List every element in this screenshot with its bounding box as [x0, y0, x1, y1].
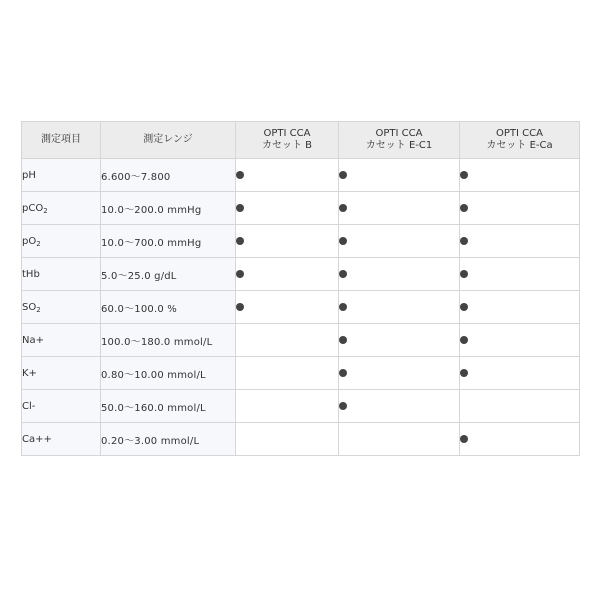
measurement-range-cell: 10.0〜200.0 mmHg	[101, 192, 236, 225]
header-cassette-line1: OPTI CCA	[375, 128, 423, 139]
cassette-support-cell	[339, 159, 460, 192]
cassette-support-cell	[236, 324, 339, 357]
cassette-support-cell	[339, 423, 460, 456]
supported-dot-icon	[339, 303, 347, 311]
header-cassette-line1: OPTI CCA	[263, 128, 311, 139]
measurement-item-cell	[22, 258, 101, 291]
cassette-support-cell	[460, 159, 580, 192]
header-row	[22, 122, 580, 159]
header-cassette-b	[236, 122, 339, 159]
supported-dot-icon	[460, 270, 468, 278]
measurement-item-label: Na+	[22, 334, 44, 346]
cassette-support-cell	[339, 225, 460, 258]
supported-dot-icon	[339, 369, 347, 377]
header-cassette-line1: OPTI CCA	[496, 128, 543, 139]
cassette-support-cell	[236, 357, 339, 390]
measurement-range-cell: 60.0〜100.0 %	[101, 291, 236, 324]
measurement-item-label: K+	[22, 367, 37, 379]
cassette-support-cell	[460, 423, 580, 456]
cassette-support-cell	[460, 324, 580, 357]
supported-dot-icon	[460, 336, 468, 344]
supported-dot-icon	[460, 171, 468, 179]
cassette-support-cell	[460, 357, 580, 390]
table-row	[22, 225, 580, 258]
header-cassette-line2: カセット E-C1	[365, 140, 433, 151]
header-cassette-e-ca	[460, 122, 580, 159]
cassette-support-cell	[339, 258, 460, 291]
measurement-item-cell	[22, 324, 101, 357]
cassette-support-cell	[236, 225, 339, 258]
supported-dot-icon	[339, 336, 347, 344]
cassette-support-cell	[339, 390, 460, 423]
table-row	[22, 357, 580, 390]
measurement-range-cell: 10.0〜700.0 mmHg	[101, 225, 236, 258]
measurement-item-label: tHb	[22, 268, 40, 280]
measurement-range-cell: 6.600〜7.800	[101, 159, 236, 192]
table-row	[22, 159, 580, 192]
measurement-range-cell: 0.20〜3.00 mmol/L	[101, 423, 236, 456]
measurement-item-cell	[22, 357, 101, 390]
table-row	[22, 423, 580, 456]
cassette-support-cell	[460, 390, 580, 423]
supported-dot-icon	[236, 171, 244, 179]
supported-dot-icon	[460, 204, 468, 212]
measurement-spec-table	[21, 121, 580, 456]
supported-dot-icon	[460, 237, 468, 245]
measurement-range-cell: 100.0〜180.0 mmol/L	[101, 324, 236, 357]
header-range-label: 測定レンジ	[143, 134, 193, 145]
measurement-item-subscript: 2	[43, 206, 48, 215]
header-cassette-e-c1	[339, 122, 460, 159]
measurement-item-label: Ca++	[22, 433, 52, 445]
cassette-support-cell	[236, 258, 339, 291]
measurement-item-subscript: 2	[36, 239, 41, 248]
cassette-support-cell	[236, 291, 339, 324]
measurement-range-cell: 0.80〜10.00 mmol/L	[101, 357, 236, 390]
measurement-item-label: pCO	[22, 202, 44, 214]
cassette-support-cell	[339, 291, 460, 324]
cassette-support-cell	[460, 225, 580, 258]
supported-dot-icon	[236, 204, 244, 212]
cassette-support-cell	[236, 192, 339, 225]
header-cassette-line2: カセット E-Ca	[486, 140, 553, 151]
measurement-item-subscript: 2	[36, 305, 41, 314]
cassette-support-cell	[460, 291, 580, 324]
supported-dot-icon	[339, 402, 347, 410]
cassette-support-cell	[339, 324, 460, 357]
supported-dot-icon	[236, 303, 244, 311]
measurement-range-cell: 50.0〜160.0 mmol/L	[101, 390, 236, 423]
table-row	[22, 192, 580, 225]
header-cassette-line2: カセット B	[261, 140, 313, 151]
supported-dot-icon	[236, 237, 244, 245]
supported-dot-icon	[339, 237, 347, 245]
cassette-support-cell	[339, 192, 460, 225]
measurement-item-cell	[22, 390, 101, 423]
measurement-item-cell	[22, 159, 101, 192]
supported-dot-icon	[339, 204, 347, 212]
measurement-item-label: SO	[22, 301, 37, 313]
header-measurement-item	[22, 122, 101, 159]
measurement-item-label: pO	[22, 235, 37, 247]
table-row	[22, 390, 580, 423]
measurement-range-cell: 5.0〜25.0 g/dL	[101, 258, 236, 291]
table-body	[22, 159, 580, 456]
supported-dot-icon	[236, 270, 244, 278]
cassette-support-cell	[236, 423, 339, 456]
supported-dot-icon	[339, 270, 347, 278]
measurement-item-cell	[22, 192, 101, 225]
table-row	[22, 291, 580, 324]
header-measurement-range	[101, 122, 236, 159]
measurement-item-cell	[22, 225, 101, 258]
supported-dot-icon	[460, 435, 468, 443]
cassette-support-cell	[236, 390, 339, 423]
measurement-item-cell	[22, 423, 101, 456]
header-item-label: 測定項目	[41, 134, 81, 145]
cassette-support-cell	[339, 357, 460, 390]
cassette-support-cell	[460, 192, 580, 225]
measurement-item-label: Cl-	[22, 400, 36, 412]
supported-dot-icon	[460, 369, 468, 377]
cassette-support-cell	[460, 258, 580, 291]
table-row	[22, 258, 580, 291]
table-row	[22, 324, 580, 357]
supported-dot-icon	[460, 303, 468, 311]
measurement-item-cell	[22, 291, 101, 324]
cassette-support-cell	[236, 159, 339, 192]
measurement-item-label: pH	[22, 169, 36, 181]
supported-dot-icon	[339, 171, 347, 179]
